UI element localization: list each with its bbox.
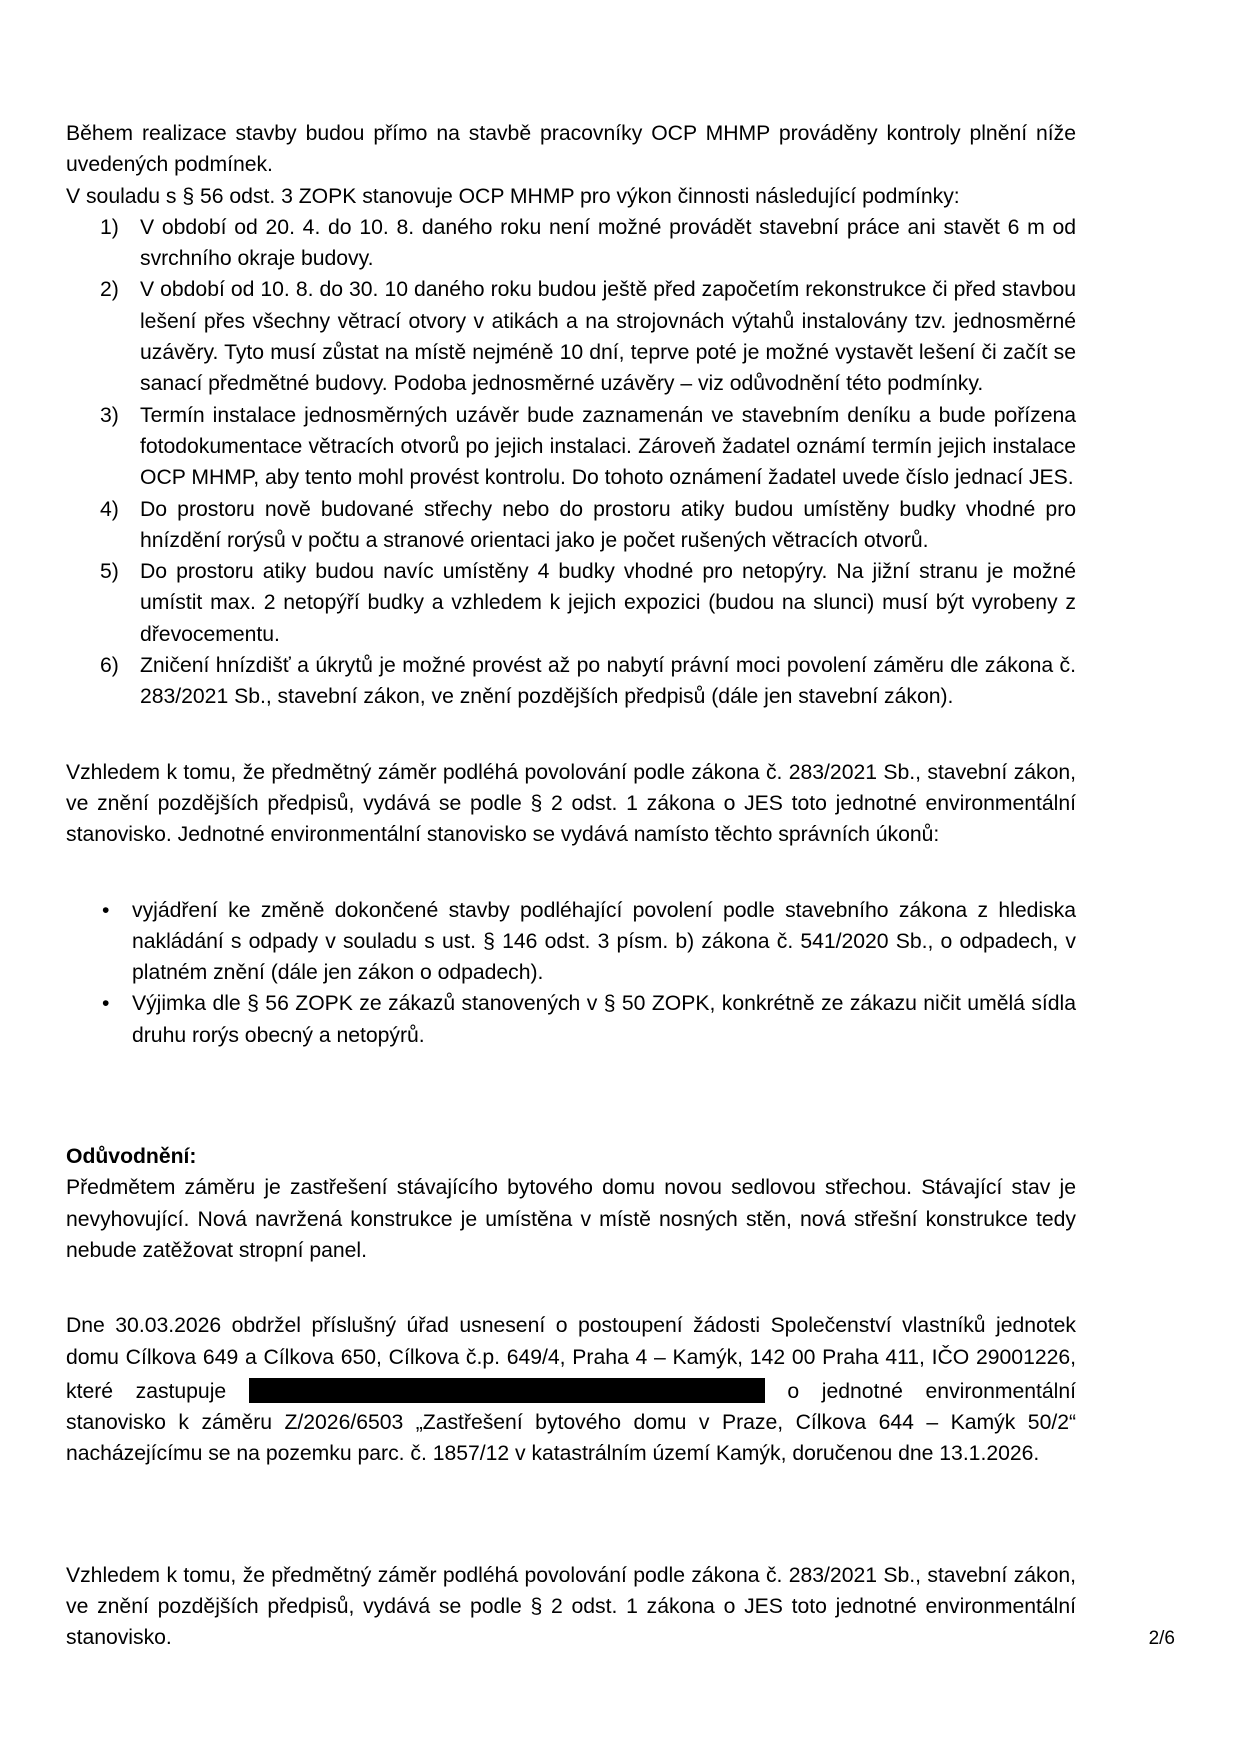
- spacer: [66, 1051, 1076, 1141]
- condition-text: Zničení hnízdišť a úkrytů je možné provést až po nabytí právní moci povolení záměru dle zákona č. 283/2021 Sb., stavební zákon, ve znění pozdějších předpisů (dále jen stavební zákon).: [140, 654, 1076, 709]
- list-item: [66, 988, 1076, 1051]
- spacer: [66, 713, 1076, 757]
- intro-paragraph-2: V souladu s § 56 odst. 3 ZOPK stanovuje OCP MHMP pro výkon činnosti následující podmínky:: [66, 184, 960, 208]
- condition-text: V období od 20. 4. do 10. 8. daného roku není možné provádět stavební práce ani stavět 6 m od svrchního okraje budovy.: [140, 215, 1076, 271]
- condition-number: 6): [100, 654, 119, 678]
- bullet-icon: •: [102, 992, 110, 1016]
- statement-paragraph: Vzhledem k tomu, že předmětný záměr podléhá povolování podle zákona č. 283/2021 Sb., stavební zákon, ve znění pozdějších předpisů, vydává se podle § 2 odst. 1 zákona o JES toto jednotné environmentální stanovisko. Jednotné environmentální stanovisko se vydává namísto těchto správních úkonů:: [66, 760, 1076, 847]
- condition-number: 3): [100, 403, 119, 427]
- conditions-list: [66, 212, 1076, 713]
- condition-text: Do prostoru nově budované střechy nebo do prostoru atiky budou umístěny budky vhodné pro hnízdění rorýsů v počtu a stranové orientaci jako je počet rušených větracích otvorů.: [140, 497, 1076, 552]
- document-body: [66, 118, 1076, 1654]
- closing-paragraph: Vzhledem k tomu, že předmětný záměr podléhá povolování podle zákona č. 283/2021 Sb., stavební zákon, ve znění pozdějších předpisů, vydává se podle § 2 odst. 1 zákona o JES toto jednotné environmentální stanovisko.: [66, 1563, 1076, 1650]
- condition-item: [66, 650, 1076, 713]
- condition-text: Do prostoru atiky budou navíc umístěny 4 budky vhodné pro netopýry. Na jižní stranu je možné umístit max. 2 netopýří budky a vzhledem k jejich expozici (budou na slunci) musí být vyrobeny z dřevocementu.: [140, 560, 1076, 646]
- request-paragraph: [66, 1310, 1076, 1469]
- reasoning-paragraph-1: Předmětem záměru je zastřešení stávajícího bytového domu novou sedlovou střechou. Stávající stav je nevyhovující. Nová navržená konstrukce je umístěna v místě nosných stěn, nová střešní konstrukce tedy nebude zatěžovat stropní panel.: [66, 1176, 1076, 1262]
- intro-paragraph-1: Během realizace stavby budou přímo na stavbě pracovníky OCP MHMP prováděny kontroly plnění níže uvedených podmínek.: [66, 122, 1076, 177]
- request-text-after: o jednotné environmentální stanovisko k záměru Z/2026/6503 „Zastřešení bytového domu v Praze, Cílkova 644 – Kamýk 50/2“ nacházejícímu se na pozemku parc. č. 1857/12 v katastrálním území Kamýk, doručenou dne 13.1.2026.: [66, 1379, 1077, 1466]
- page-number: 2/6: [1148, 1628, 1175, 1649]
- condition-item: [66, 274, 1076, 399]
- condition-item: [66, 212, 1076, 275]
- bullet-icon: •: [102, 898, 110, 922]
- act-text: Výjimka dle § 56 ZOPK ze zákazů stanovených v § 50 ZOPK, konkrétně ze zákazu ničit umělá sídla druhu rorýs obecný a netopýrů.: [132, 992, 1076, 1047]
- spacer: [66, 1266, 1076, 1310]
- replaced-acts-list: [66, 895, 1076, 1051]
- condition-item: [66, 556, 1076, 650]
- condition-number: 2): [100, 278, 119, 302]
- condition-item: [66, 494, 1076, 557]
- condition-number: 4): [100, 497, 119, 521]
- request-text-before: Dne 30.03.2026 obdržel příslušný úřad usnesení o postoupení žádosti Společenství vlastníků jednotek domu Cílkova 649 a Cílkova 650, Cílkova č.p. 649/4, Praha 4 – Kamýk, 142 00 Praha 411, IČO 29001226, které zastupuje: [66, 1314, 1076, 1403]
- list-item: [66, 895, 1076, 989]
- reasoning-heading: Odůvodnění:: [66, 1145, 197, 1169]
- condition-item: [66, 400, 1076, 494]
- condition-text: Termín instalace jednosměrných uzávěr bude zaznamenán ve stavebním deníku a bude pořízena fotodokumentace větracích otvorů po jejich instalaci. Zároveň žadatel oznámí termín jejich instalace OCP MHMP, aby tento mohl provést kontrolu. Do tohoto oznámení žadatel uvede číslo jednací JES.: [140, 403, 1076, 490]
- condition-text: V období od 10. 8. do 30. 10 daného roku budou ještě před započetím rekonstrukce či před stavbou lešení přes všechny větrací otvory v atikách a na strojovnách výtahů instalovány tzv. jednosměrné uzávěry. Tyto musí zůstat na místě nejméně 10 dní, teprve poté je možné vystavět lešení či začít se sanací předmětné budovy. Podoba jednosměrné uzávěry – viz odůvodnění této podmínky.: [140, 278, 1076, 396]
- redaction-bar: [249, 1378, 765, 1403]
- act-text: vyjádření ke změně dokončené stavby podléhající povolení podle stavebního zákona z hlediska nakládání s odpady v souladu s ust. § 146 odst. 3 písm. b) zákona č. 541/2020 Sb., o odpadech, v platném znění (dále jen zákon o odpadech).: [132, 898, 1076, 985]
- spacer: [66, 851, 1076, 895]
- condition-number: 5): [100, 560, 119, 584]
- condition-number: 1): [100, 215, 119, 239]
- spacer: [66, 1470, 1076, 1560]
